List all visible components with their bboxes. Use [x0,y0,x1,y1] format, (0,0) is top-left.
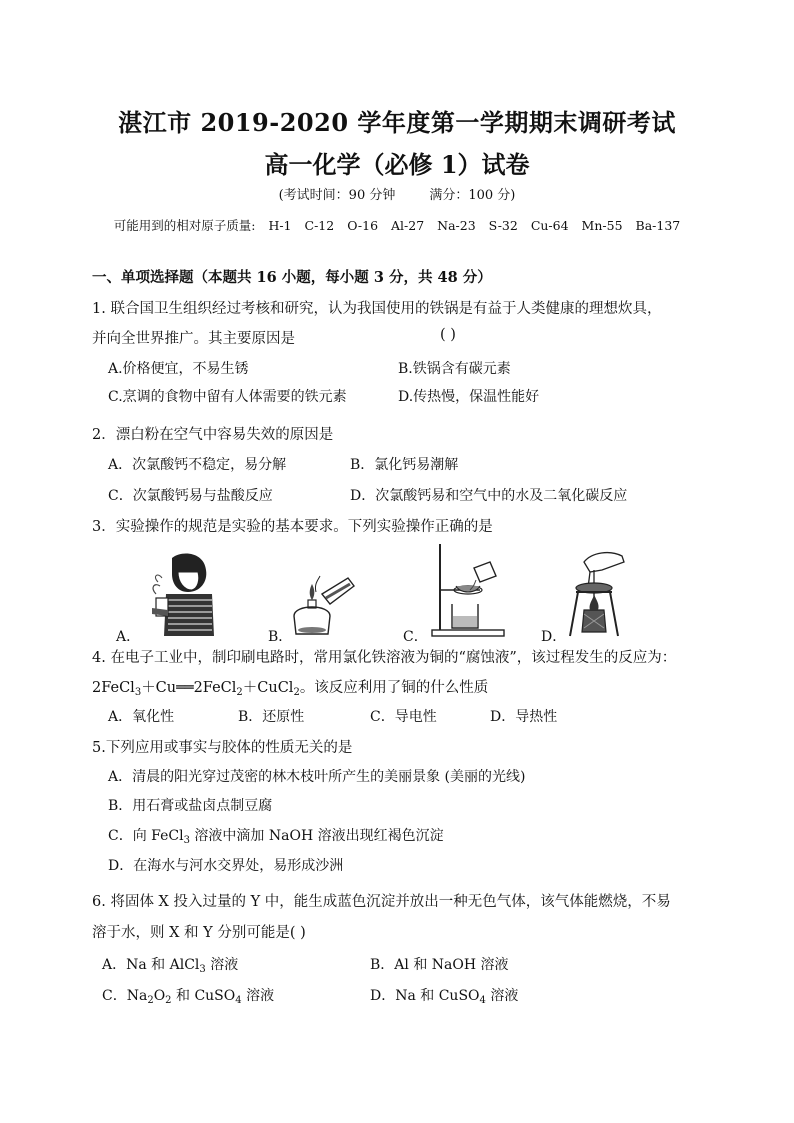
q4-eq-subscript: 2 [236,687,243,698]
q6-option-d [370,985,518,1005]
mass-item: Ba-137 [635,218,681,233]
q5-option-c [108,825,444,845]
q6-d-part: D．Na 和 CuSO [370,988,480,1004]
q4-stem-line1: 4. 在电子工业中，制印刷电路时，常用氯化铁溶液为铜的“腐蚀液”，该过程发生的反应为： [92,650,677,666]
q4-eq-part: 2FeCl [92,680,135,696]
mass-item: Al-27 [391,218,425,233]
q6-d-part: 溶液 [485,988,519,1004]
figure-d-label: D． [541,629,567,645]
q4-eq-subscript: 2 [293,687,300,698]
exam-subtitle: 高一化学（必修 1）试卷 [264,150,530,179]
q1-stem-line1: 1. 联合国卫生组织经过考核和研究，认为我国使用的铁锅是有益于人类健康的理想炊具， [92,301,662,317]
q4-eq-subscript: 3 [134,687,142,698]
q6-c-subscript: 2 [165,995,172,1006]
q6-stem-line2: 溶于水，则 X 和 Y 分别可能是( ) [92,925,306,941]
exam-meta [0,184,794,203]
figure-a-smelling-gas [142,548,218,636]
q4-option-d: D．导热性 [490,709,558,725]
section-heading: 一、单项选择题（本题共 16 小题，每小题 3 分，共 48 分） [92,269,492,286]
q5-c-part: C．向 FeCl [108,828,184,844]
q5-c-part: 溶液中滴加 NaOH 溶液出现红褐色沉淀 [189,828,444,844]
q4-option-b: B．还原性 [238,709,305,725]
mass-item: H-1 [268,218,292,233]
q6-c-subscript: 2 [147,995,154,1006]
q6-d-subscript: 4 [479,995,486,1006]
q6-c-part: C．Na [102,988,148,1004]
mass-item: C-12 [304,218,335,233]
figure-c-label: C． [403,629,428,645]
q2-option-c: C．次氯酸钙易与盐酸反应 [108,488,273,504]
q1-answer-paren: ( ) [440,327,456,343]
q4-eq-part: ＋CuCl [242,680,294,696]
q2-option-b: B．氯化钙易潮解 [350,457,459,473]
q6-option-c [102,985,274,1005]
mass-item: Cu-64 [530,218,569,233]
q6-a-part: 溶液 [205,957,239,973]
q4-eq-part: ＋Cu══2FeCl [141,680,237,696]
figure-d-tripod-heating [562,548,630,638]
q6-stem-line1: 6. 将固体 X 投入过量的 Y 中，能生成蓝色沉淀并放出一种无色气体，该气体能燃烧，不易 [92,894,671,910]
q5-stem: 5.下列应用或事实与胶体的性质无关的是 [92,740,353,756]
exam-score: 满分：100 分) [429,188,516,203]
q5-option-b: B．用石膏或盐卤点制豆腐 [108,798,273,814]
q2-stem: 2．漂白粉在空气中容易失效的原因是 [92,427,334,443]
exam-time: (考试时间：90 分钟 [278,188,396,203]
figure-b-alcohol-lamp [286,564,358,638]
q1-stem-line2: 并向全世界推广。其主要原因是 [92,331,295,347]
mass-item: Na-23 [437,218,476,233]
q1-option-c: C.烹调的食物中留有人体需要的铁元素 [108,389,347,405]
figure-c-iron-stand [428,542,508,638]
q6-c-subscript: 4 [235,995,242,1006]
q1-option-d: D.传热慢，保温性能好 [398,389,540,405]
atomic-masses [0,216,794,234]
q4-eq-part: 。该反应利用了铜的什么性质 [299,680,489,696]
q3-stem: 3．实验操作的规范是实验的基本要求。下列实验操作正确的是 [92,519,493,535]
q6-option-a [102,954,238,974]
q5-c-subscript: 3 [183,835,190,846]
figure-b-label: B． [268,629,293,645]
q6-a-part: A．Na 和 AlCl [102,957,200,973]
q6-c-part: 和 CuSO [171,988,236,1004]
q5-option-d: D．在海水与河水交界处，易形成沙洲 [108,858,344,874]
q4-option-a: A．氧化性 [108,709,175,725]
q4-option-c: C．导电性 [370,709,437,725]
q2-option-d: D．次氯酸钙易和空气中的水及二氧化碳反应 [350,488,628,504]
exam-title: 湛江市 2019-2020 学年度第一学期期末调研考试 [118,108,676,137]
q2-option-a: A．次氯酸钙不稳定，易分解 [108,457,287,473]
q6-c-part: O [153,988,166,1004]
mass-item: O-16 [347,218,379,233]
q1-option-b: B.铁锅含有碳元素 [398,361,511,377]
q5-option-a: A．清晨的阳光穿过茂密的林木枝叶所产生的美丽景象 (美丽的光线) [108,769,526,785]
q1-option-a: A.价格便宜，不易生锈 [108,361,249,377]
masses-label: 可能用到的相对原子质量: [113,218,256,233]
q6-option-b: B．Al 和 NaOH 溶液 [370,957,509,973]
figure-a-label: A． [116,629,141,645]
q4-equation-line [92,676,488,697]
q6-c-part: 溶液 [241,988,275,1004]
mass-item: S-32 [488,218,518,233]
mass-item: Mn-55 [581,218,623,233]
q6-a-subscript: 3 [199,964,206,975]
